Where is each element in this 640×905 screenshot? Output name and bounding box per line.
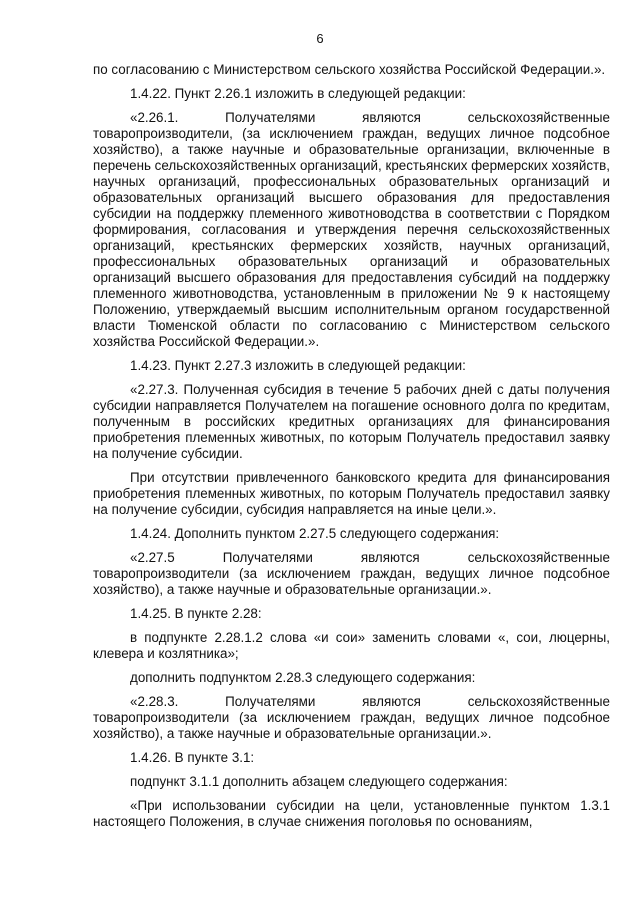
paragraph: «2.27.3. Полученная субсидия в течение 5 рабочих дней с даты получения субсидии направляется Получателем на погашение основного долга по кредитам, полученным в российских кредитных организациях для финансирования приобретения племенных животных, по которым Получатель предоставил заявку на получение субсидии. [93,382,610,461]
paragraph: «2.28.3. Получателями являются сельскохозяйственные товаропроизводители (за исключением граждан, ведущих личное подсобное хозяйство), а также научные и образовательные организации.». [93,694,610,741]
paragraph: «2.26.1. Получателями являются сельскохозяйственные товаропроизводители, (за исключением граждан, ведущих личное подсобное хозяйство), а также научные и образовательные организации, включенные в перечень сельскохозяйственных организаций, крестьянских фермерских хозяйств, научных организаций, профессиональных образовательных организаций и образовательных организаций высшего образования для предоставления субсидии на поддержку племенного животноводства в соответствии с Порядком формирования, согласования и утверждения перечня сельскохозяйственных организаций, крестьянских фермерских хозяйств, научных организаций, профессиональных образовательных организаций и образовательных организаций высшего образования для предоставления субсидий на поддержку племенного животноводства, установленным в приложении № 9 к настоящему Положению, утверждаемый высшим исполнительным органом государственной власти Тюменской области по согласованию с Министерством сельского хозяйства Российской Федерации.». [93,110,610,349]
paragraph: При отсутствии привлеченного банковского кредита для финансирования приобретения племенных животных, по которым Получатель предоставил заявку на получение субсидии, субсидия направляется на иные цели.». [93,470,610,517]
paragraph: 1.4.25. В пункте 2.28: [130,606,262,621]
paragraph: дополнить подпунктом 2.28.3 следующего содержания: [130,670,476,685]
paragraph: «2.27.5 Получателями являются сельскохозяйственные товаропроизводители (за исключением граждан, ведущих личное подсобное хозяйство), а также научные и образовательные организации.». [93,550,610,597]
paragraph: «При использовании субсидии на цели, установленные пунктом 1.3.1 настоящего Положения, в случае снижения поголовья по основаниям, [93,798,610,829]
paragraph: 1.4.22. Пункт 2.26.1 изложить в следующей редакции: [130,86,466,101]
page-number: 6 [316,31,324,46]
paragraph: в подпункте 2.28.1.2 слова «и сои» заменить словами «, сои, люцерны, клевера и козлятника»; [93,630,610,661]
paragraph: 1.4.23. Пункт 2.27.3 изложить в следующей редакции: [130,358,466,373]
paragraph: 1.4.24. Дополнить пунктом 2.27.5 следующего содержания: [130,526,500,541]
paragraph: подпункт 3.1.1 дополнить абзацем следующего содержания: [130,774,508,789]
paragraph: 1.4.26. В пункте 3.1: [130,750,255,765]
document-body [93,62,610,830]
paragraph: по согласованию с Министерством сельского хозяйства Российской Федерации.». [93,62,606,77]
